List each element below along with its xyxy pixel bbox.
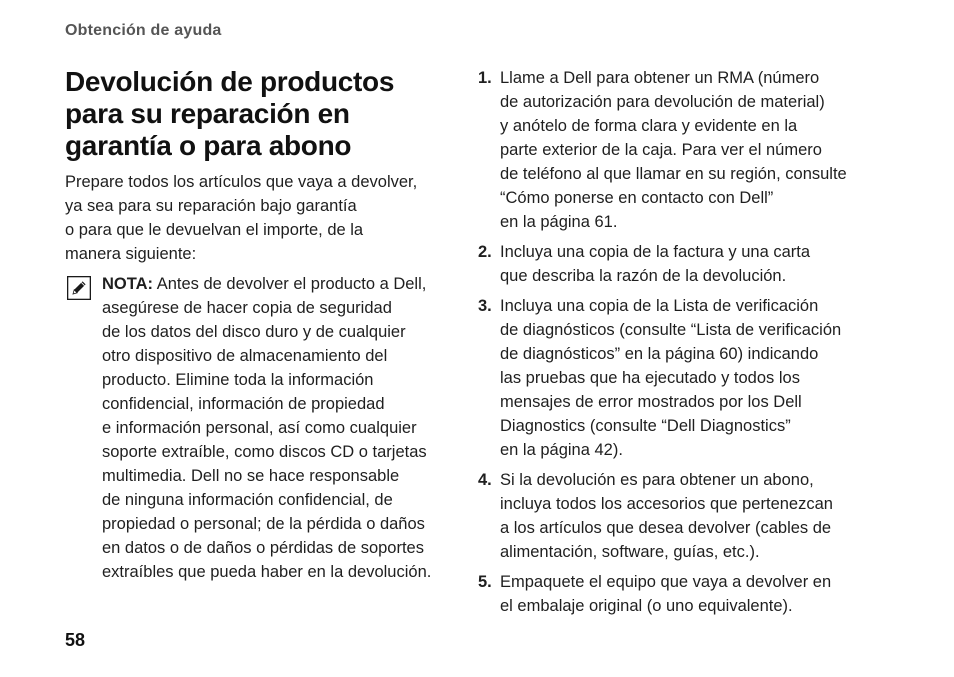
step-text	[500, 468, 878, 564]
step-line: de teléfono al que llamar en su región, consulte	[500, 165, 847, 183]
title-line: para su reparación en	[65, 98, 350, 129]
step-line: en la página 42).	[500, 441, 623, 459]
step-text	[500, 294, 878, 462]
note-line: soporte extraíble, como discos CD o tarjetas	[102, 443, 427, 461]
title-line: Devolución de productos	[65, 66, 395, 97]
step-line: las pruebas que ha ejecutado y todos los	[500, 369, 800, 387]
note-label: NOTA:	[102, 275, 154, 293]
note-line: Antes de devolver el producto a Dell,	[153, 275, 427, 293]
intro-line: ya sea para su reparación bajo garantía	[65, 197, 357, 215]
step-number: 4.	[478, 471, 492, 489]
step-line: Empaquete el equipo que vaya a devolver en	[500, 573, 832, 591]
step-number: 2.	[478, 243, 492, 261]
intro-line: Prepare todos los artículos que vaya a devolver,	[65, 173, 418, 191]
note-line: multimedia. Dell no se hace responsable	[102, 467, 400, 485]
step-line: Llame a Dell para obtener un RMA (número	[500, 69, 820, 87]
step-line: alimentación, software, guías, etc.).	[500, 543, 760, 561]
step-item	[478, 294, 878, 462]
step-text	[500, 240, 878, 288]
note-line: confidencial, información de propiedad	[102, 395, 385, 413]
title-line: garantía o para abono	[65, 130, 352, 161]
step-line: parte exterior de la caja. Para ver el número	[500, 141, 822, 159]
step-line: Si la devolución es para obtener un abono,	[500, 471, 814, 489]
note-line: asegúrese de hacer copia de seguridad	[102, 299, 392, 317]
intro-line: o para que le devuelvan el importe, de la	[65, 221, 364, 239]
intro-line: manera siguiente:	[65, 245, 197, 263]
step-number: 5.	[478, 573, 492, 591]
note-line: producto. Elimine toda la información	[102, 371, 374, 389]
step-line: Diagnostics (consulte “Dell Diagnostics”	[500, 417, 791, 435]
step-item	[478, 240, 878, 288]
step-number: 3.	[478, 297, 492, 315]
step-line: incluya todos los accesorios que pertenezcan	[500, 495, 833, 513]
step-text	[500, 570, 878, 618]
note-line: otro dispositivo de almacenamiento del	[102, 347, 388, 365]
step-line: a los artículos que desea devolver (cables de	[500, 519, 832, 537]
page-number: 58	[65, 630, 86, 650]
steps-list	[478, 66, 878, 624]
note-line: e información personal, así como cualquier	[102, 419, 417, 437]
note-line: en datos o de daños o pérdidas de soportes	[102, 539, 424, 557]
step-line: Incluya una copia de la factura y una carta	[500, 243, 811, 261]
note-pencil-icon	[67, 276, 91, 300]
note-line: de los datos del disco duro y de cualquier	[102, 323, 406, 341]
step-line: en la página 61.	[500, 213, 618, 231]
note-first-line	[102, 272, 462, 296]
step-line: “Cómo ponerse en contacto con Dell”	[500, 189, 774, 207]
step-line: Incluya una copia de la Lista de verificación	[500, 297, 819, 315]
step-line: de diagnósticos (consulte “Lista de verificación	[500, 321, 842, 339]
step-item	[478, 66, 878, 234]
step-item	[478, 468, 878, 564]
page-title	[65, 66, 465, 162]
step-item	[478, 570, 878, 618]
step-line: de autorización para devolución de material)	[500, 93, 825, 111]
step-line: que describa la razón de la devolución.	[500, 267, 787, 285]
note-line: de ninguna información confidencial, de	[102, 491, 393, 509]
note-paragraph	[102, 272, 462, 584]
step-line: de diagnósticos” en la página 60) indicando	[500, 345, 819, 363]
step-number: 1.	[478, 69, 492, 87]
intro-paragraph	[65, 170, 455, 266]
step-line: el embalaje original (o uno equivalente).	[500, 597, 793, 615]
note-line: extraíbles que pueda haber en la devolución.	[102, 563, 432, 581]
step-line: mensajes de error mostrados por los Dell	[500, 393, 802, 411]
step-text	[500, 66, 878, 234]
step-line: y anótelo de forma clara y evidente en la	[500, 117, 798, 135]
note-line: propiedad o personal; de la pérdida o daños	[102, 515, 425, 533]
section-header: Obtención de ayuda	[65, 22, 222, 39]
